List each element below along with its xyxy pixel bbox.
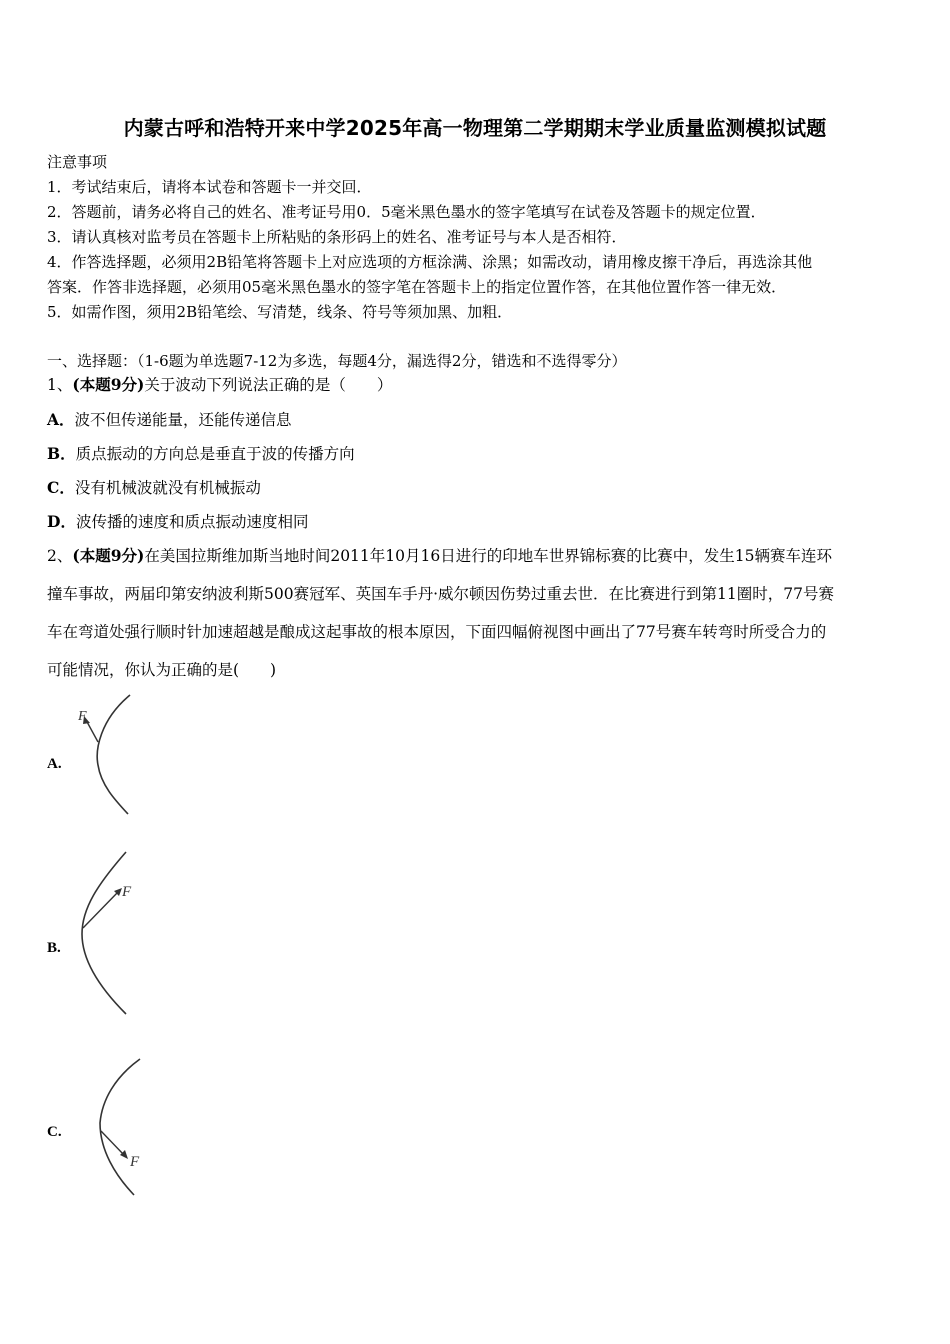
option-text: 质点振动的方向总是垂直于波的传播方向 [75, 445, 355, 463]
option-a [47, 410, 292, 430]
notice-item: 1．考试结束后，请将本试卷和答题卡一并交回． [47, 178, 372, 196]
curve-path [82, 852, 126, 1014]
question-2-line: 可能情况，你认为正确的是( ) [47, 661, 277, 679]
question-2-stem [47, 546, 832, 566]
notice-item: 3．请认真核对监考员在答题卡上所粘贴的条形码上的姓名、准考证号与本人是否相符． [47, 228, 627, 246]
option-text: 没有机械波就没有机械振动 [74, 479, 261, 497]
question-2-line: 撞车事故，两届印第安纳波利斯500赛冠军、英国车手丹·威尔顿因伤势过重去世．在比赛进行到第11圈时，77号赛 [47, 585, 834, 603]
notice-heading: 注意事项 [47, 153, 108, 171]
notice-item: 4．作答选择题，必须用2B铅笔将答题卡上对应选项的方框涂满、涂黑；如需改动，请用橡皮擦干净后，再选涂其他 [47, 253, 813, 271]
option-label: A． [47, 410, 75, 429]
option-label: B． [47, 444, 76, 463]
option-label: D． [47, 512, 76, 531]
question-points: (本题9分) [72, 375, 145, 394]
question-1-stem [47, 375, 392, 395]
option-text: 波不但传递能量，还能传递信息 [74, 411, 292, 429]
option-d [47, 512, 308, 532]
figure-b-diagram [70, 848, 160, 1018]
force-arrow [83, 892, 118, 928]
force-label: F [78, 709, 87, 724]
question-text: 关于波动下列说法正确的是（ ） [144, 376, 393, 394]
curve-path [97, 695, 130, 814]
option-c [47, 478, 261, 498]
figure-a-label: A. [47, 756, 62, 772]
question-text: 在美国拉斯维加斯当地时间2011年10月16日进行的印地车世界锦标赛的比赛中，发生15辆赛车连环 [144, 547, 832, 565]
force-label: F [130, 1154, 140, 1170]
notice-item: 2．答题前，请务必将自己的姓名、准考证号用0．5毫米黑色墨水的签字笔填写在试卷及答题卡的规定位置． [47, 203, 766, 221]
figure-c-label: C. [47, 1124, 62, 1140]
curve-path [100, 1059, 140, 1195]
section-heading: 一、选择题：（1-6题为单选题7-12为多选，每题4分，漏选得2分，错选和不选得零分） [47, 352, 627, 370]
question-points: (本题9分) [72, 546, 145, 565]
figure-c-diagram [70, 1055, 170, 1200]
figure-b-label: B. [47, 940, 61, 956]
force-label: F [122, 884, 132, 900]
question-2-line: 车在弯道处强行顺时针加速超越是酿成这起事故的根本原因，下面四幅俯视图中画出了77号赛车转弯时所受合力的 [47, 623, 827, 641]
option-text: 波传播的速度和质点振动速度相同 [75, 513, 309, 531]
notice-item: 答案．作答非选择题，必须用05毫米黑色墨水的签字笔在答题卡上的指定位置作答，在其他位置作答一律无效． [47, 278, 787, 296]
question-number: 1、 [47, 376, 73, 394]
page-title: 内蒙古呼和浩特开来中学2025年高一物理第二学期期末学业质量监测模拟试题 [123, 116, 827, 140]
figure-a-diagram [70, 690, 160, 820]
question-number: 2、 [47, 547, 73, 565]
option-b [47, 444, 355, 464]
option-label: C． [47, 478, 75, 497]
notice-item: 5．如需作图，须用2B铅笔绘、写清楚，线条、符号等须加黑、加粗． [47, 303, 513, 321]
